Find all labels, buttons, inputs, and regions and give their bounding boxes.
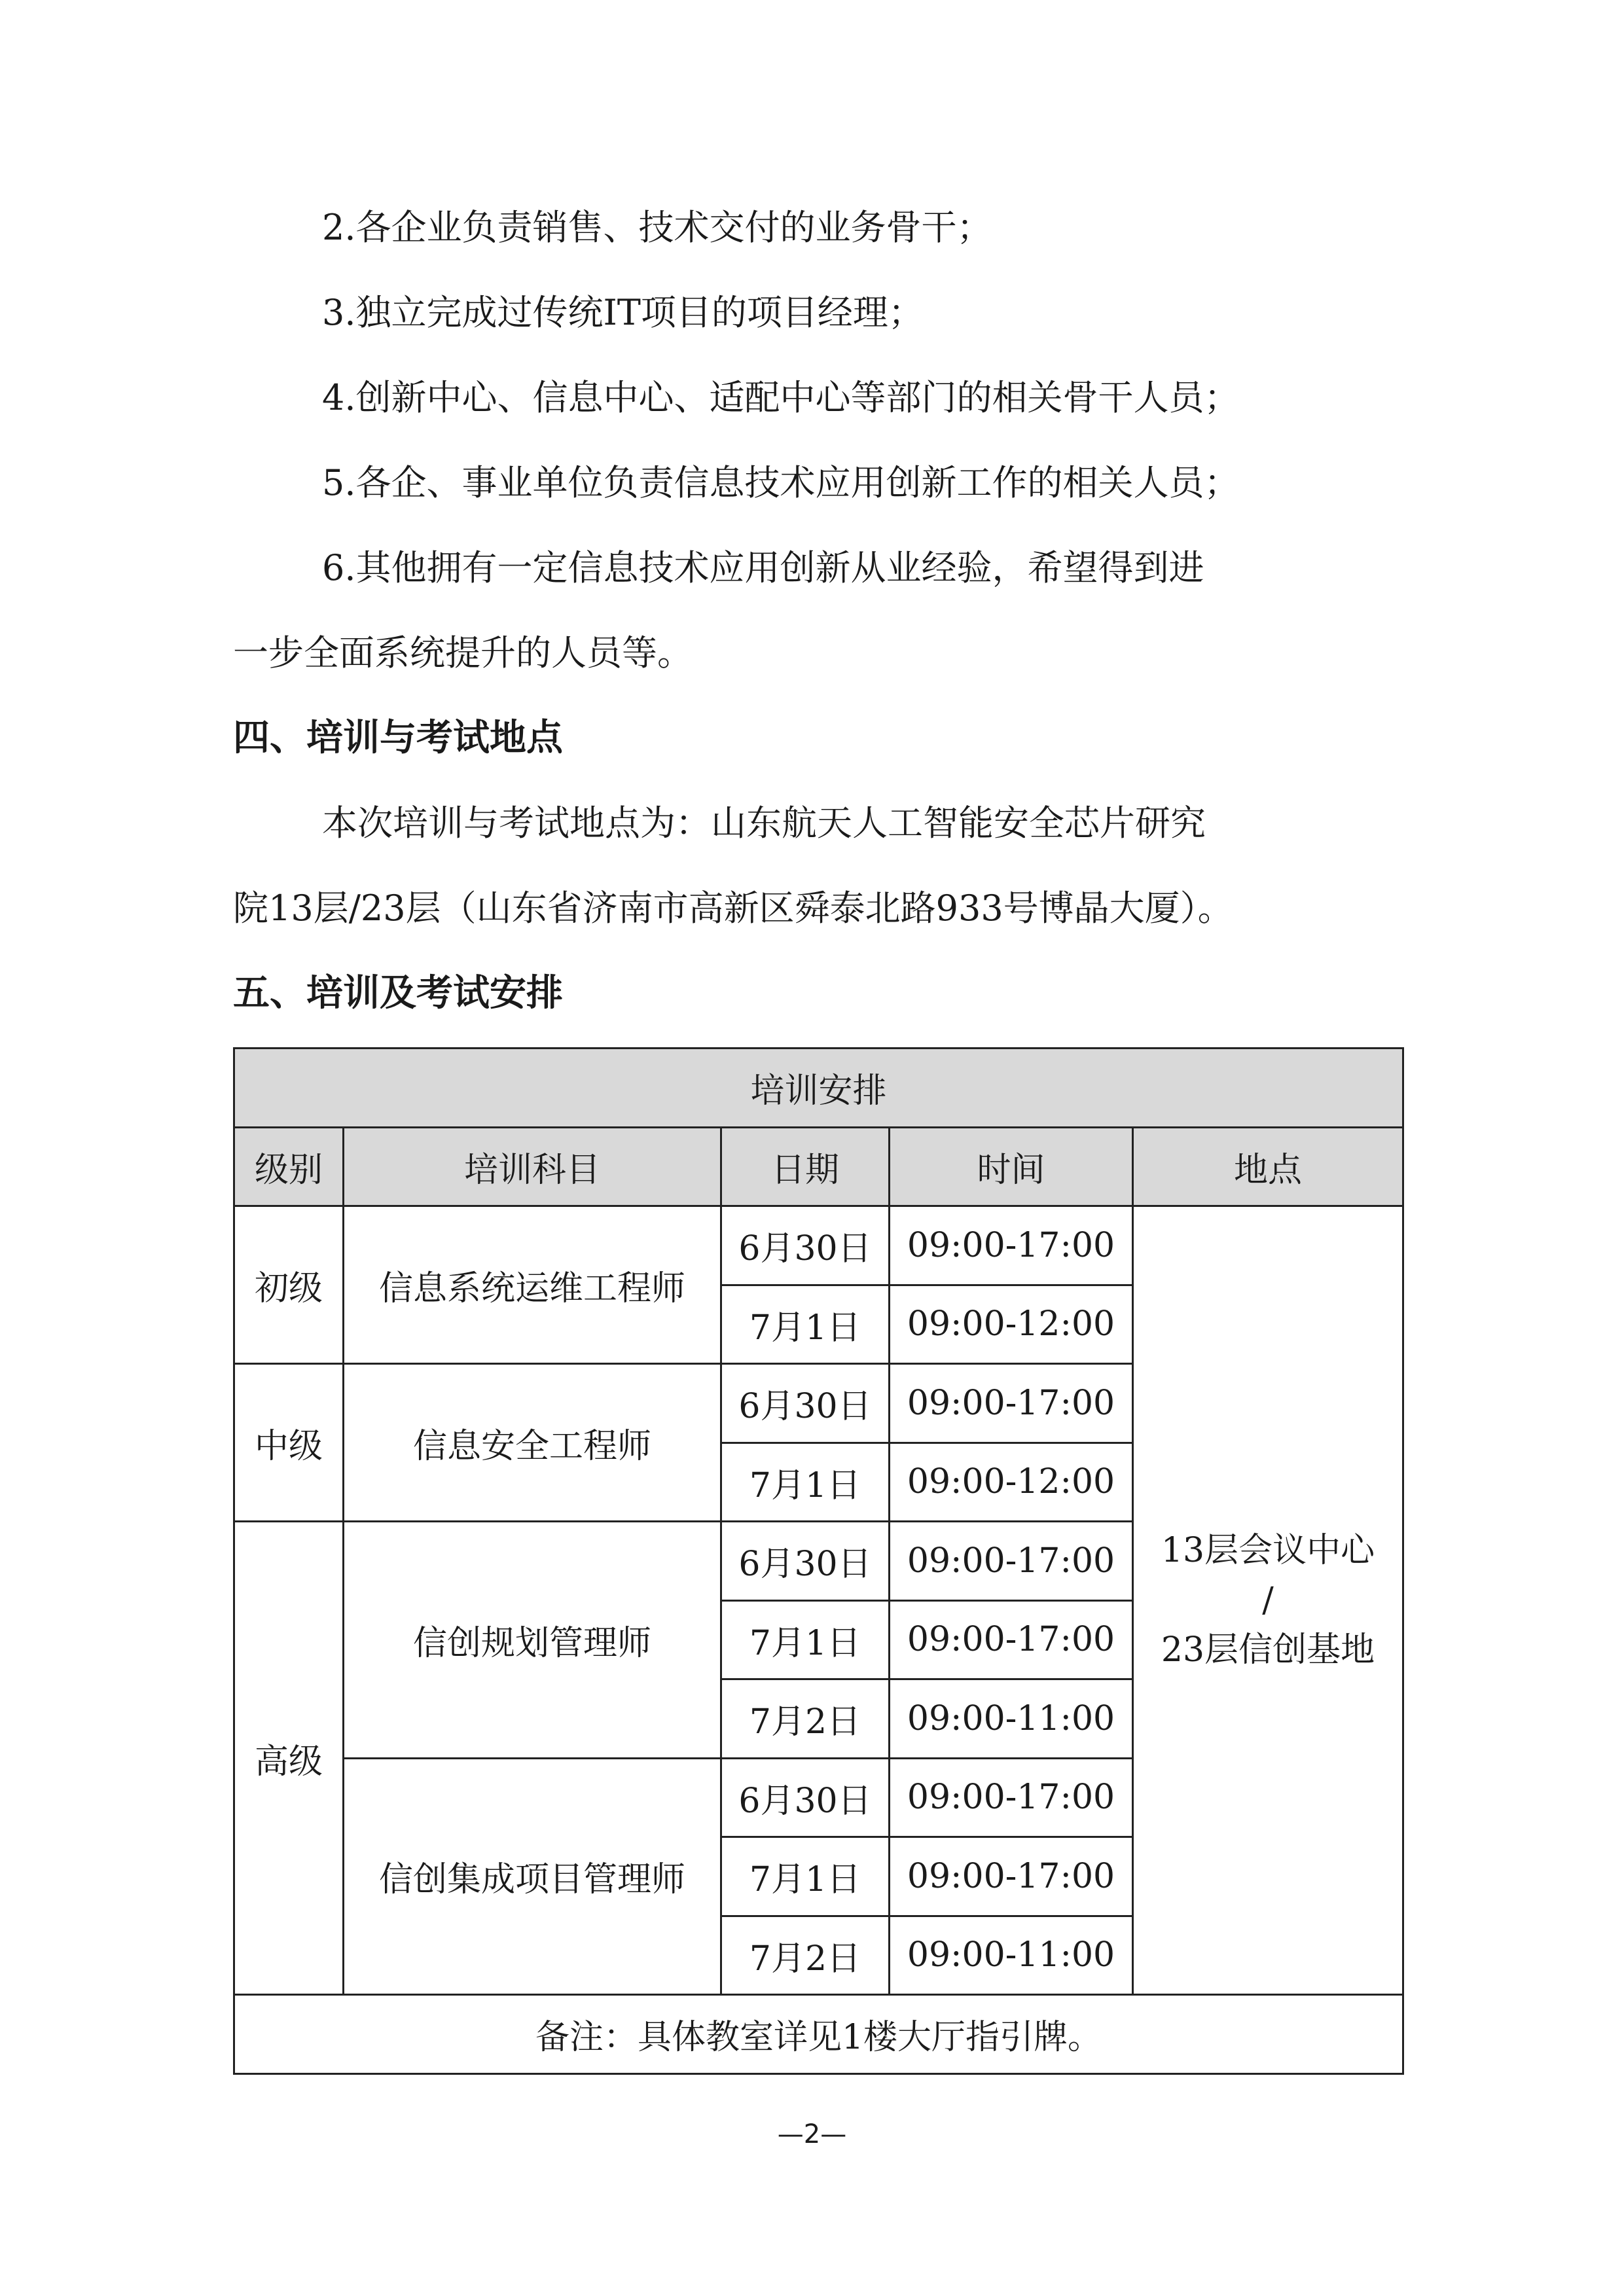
date-cell: 6月30日	[721, 1522, 890, 1601]
list-item-4: 4.创新中心、信息中心、适配中心等部门的相关骨干人员；	[322, 377, 1240, 418]
subject-cell: 信创集成项目管理师	[344, 1758, 721, 1995]
header-level: 级别	[234, 1127, 344, 1206]
location-paragraph-line1: 本次培训与考试地点为：山东航天人工智能安全芯片研究	[322, 802, 1206, 844]
list-item-5: 5.各企、事业单位负责信息技术应用创新工作的相关人员；	[322, 462, 1240, 503]
location-line3: 23层信创基地	[1161, 1630, 1375, 1670]
header-subject: 培训科目	[344, 1127, 721, 1206]
date-cell: 6月30日	[721, 1758, 890, 1837]
time-cell: 09:00-11:00	[890, 1679, 1133, 1759]
section-4-heading: 四、培训与考试地点	[233, 717, 563, 759]
subject-cell: 信创规划管理师	[344, 1522, 721, 1759]
location-paragraph-line2: 院13层/23层（山东省济南市高新区舜泰北路933号博晶大厦）。	[233, 888, 1233, 929]
location-cell	[1133, 1206, 1403, 1995]
date-cell: 7月1日	[721, 1837, 890, 1916]
subject-cell: 信息系统运维工程师	[344, 1206, 721, 1364]
header-time: 时间	[890, 1127, 1133, 1206]
table-title: 培训安排	[234, 1049, 1403, 1128]
date-cell: 7月1日	[721, 1600, 890, 1679]
list-item-6-line1: 6.其他拥有一定信息技术应用创新从业经验，希望得到进	[322, 547, 1204, 588]
time-cell: 09:00-12:00	[890, 1285, 1133, 1364]
list-item-2: 2.各企业负责销售、技术交付的业务骨干；	[322, 207, 992, 248]
list-item-3: 3.独立完成过传统IT项目的项目经理；	[322, 292, 924, 333]
time-cell: 09:00-12:00	[890, 1443, 1133, 1522]
level-cell: 初级	[234, 1206, 344, 1364]
time-cell: 09:00-17:00	[890, 1364, 1133, 1443]
location-line1: 13层会议中心	[1161, 1531, 1375, 1570]
table-header-row	[234, 1127, 1403, 1206]
date-cell: 7月1日	[721, 1285, 890, 1364]
level-cell: 中级	[234, 1364, 344, 1522]
header-date: 日期	[721, 1127, 890, 1206]
time-cell: 09:00-17:00	[890, 1206, 1133, 1285]
date-cell: 6月30日	[721, 1206, 890, 1285]
level-cell: 高级	[234, 1522, 344, 1995]
date-cell: 6月30日	[721, 1364, 890, 1443]
date-cell: 7月2日	[721, 1916, 890, 1995]
header-location: 地点	[1133, 1127, 1403, 1206]
date-cell: 7月2日	[721, 1679, 890, 1759]
time-cell: 09:00-11:00	[890, 1916, 1133, 1995]
table-title-row	[234, 1049, 1403, 1128]
section-5-heading: 五、培训及考试安排	[233, 972, 563, 1014]
list-item-6-line2: 一步全面系统提升的人员等。	[233, 632, 693, 673]
time-cell: 09:00-17:00	[890, 1522, 1133, 1601]
time-cell: 09:00-17:00	[890, 1758, 1133, 1837]
date-cell: 7月1日	[721, 1443, 890, 1522]
time-cell: 09:00-17:00	[890, 1837, 1133, 1916]
schedule-table	[233, 1047, 1404, 2075]
location-line2: /	[1262, 1581, 1274, 1620]
table-row	[234, 1206, 1403, 1285]
page-number: —2—	[777, 2119, 847, 2149]
table-note: 备注：具体教室详见1楼大厅指引牌。	[234, 1995, 1403, 2074]
subject-cell: 信息安全工程师	[344, 1364, 721, 1522]
table-note-row	[234, 1995, 1403, 2074]
time-cell: 09:00-17:00	[890, 1600, 1133, 1679]
